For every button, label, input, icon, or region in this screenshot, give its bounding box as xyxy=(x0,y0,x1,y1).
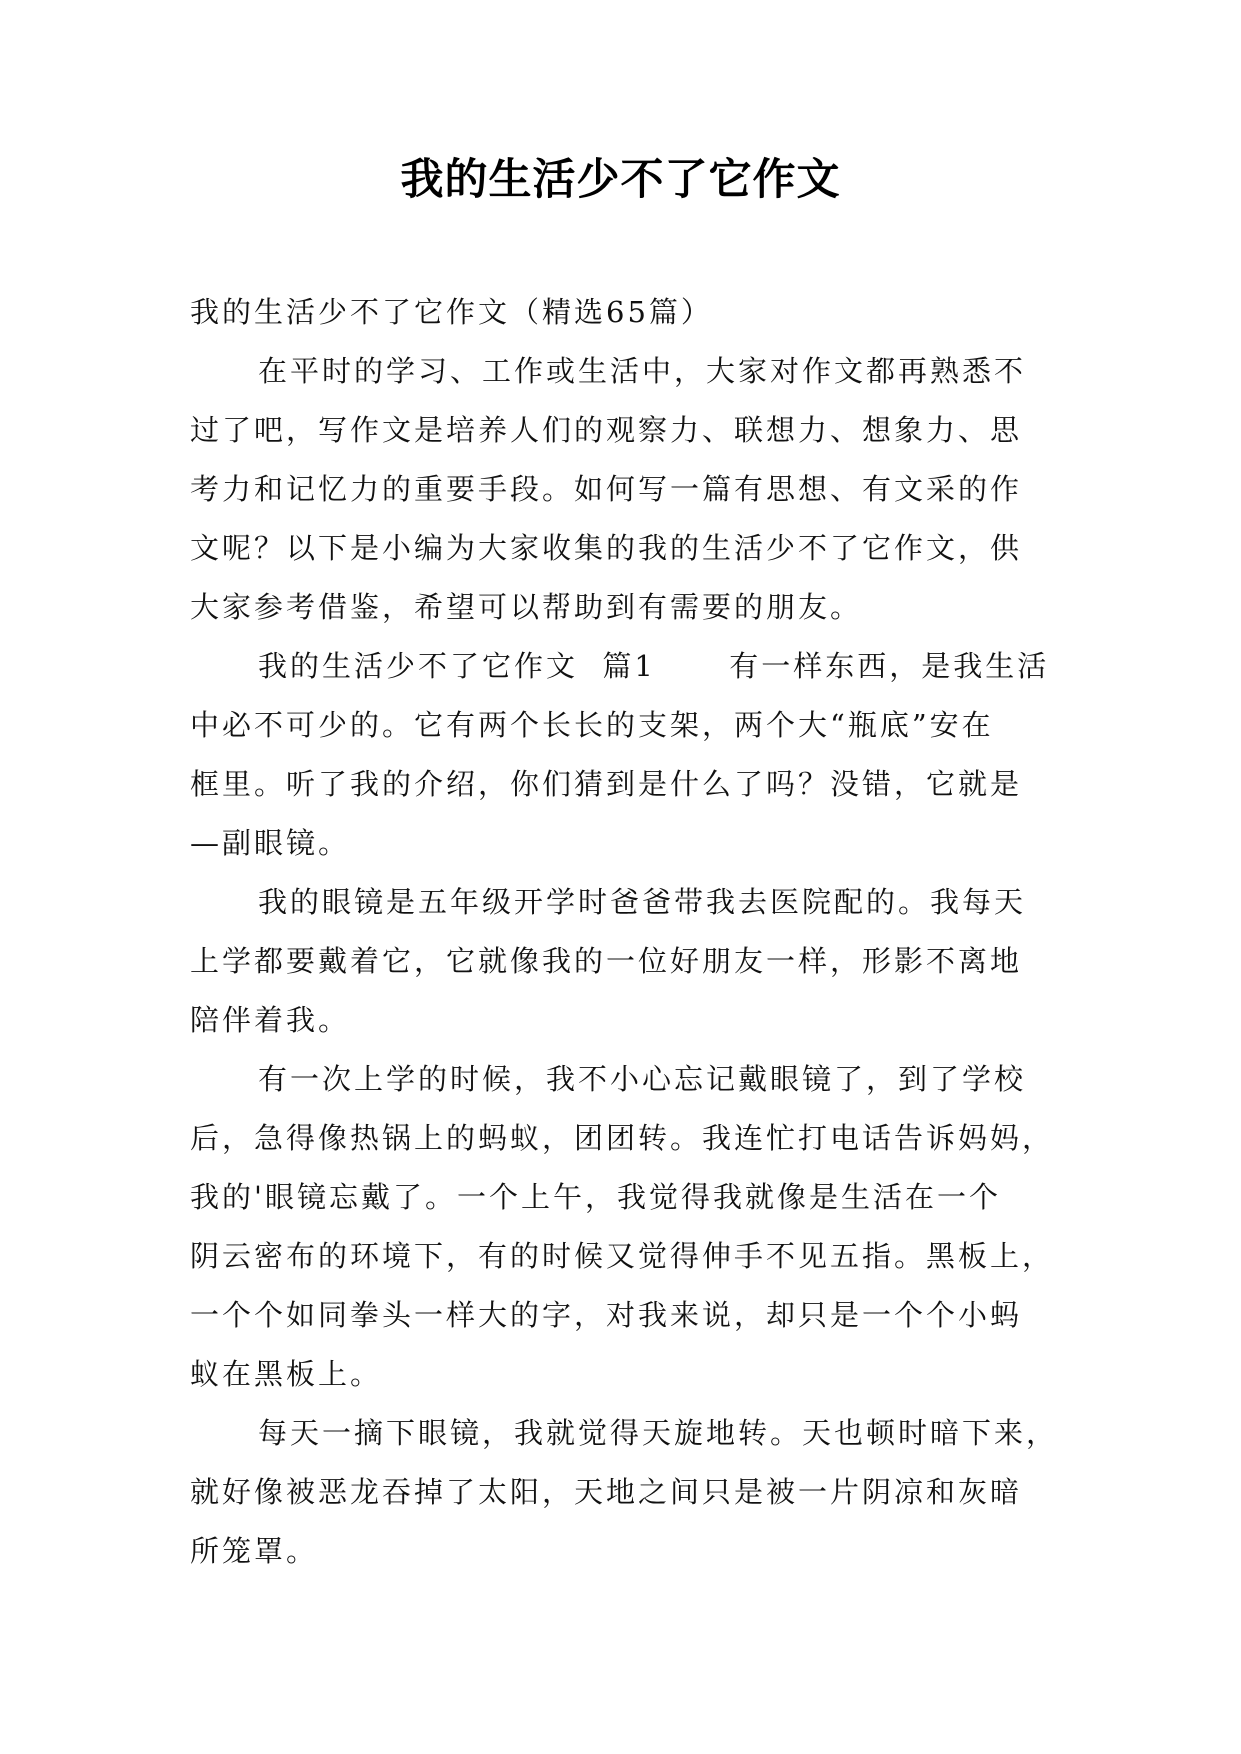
paragraph-3-line-3: 陪伴着我。 xyxy=(190,1003,351,1037)
subtitle-line: 我的生活少不了它作文（精选65篇） xyxy=(190,295,713,329)
paragraph-4-line-1: 有一次上学的时候，我不小心忘记戴眼镜了，到了学校 xyxy=(258,1062,1027,1096)
paragraph-5-line-2: 就好像被恶龙吞掉了太阳，天地之间只是被一片阴凉和灰暗 xyxy=(190,1475,1023,1509)
paragraph-5-line-3: 所笼罩。 xyxy=(190,1534,319,1568)
document-title: 我的生活少不了它作文 xyxy=(400,155,841,205)
paragraph-4-line-3: 我的'眼镜忘戴了。一个上午，我觉得我就像是生活在一个 xyxy=(190,1180,1001,1214)
paragraph-4-line-5: 一个个如同拳头一样大的字，对我来说，却只是一个个小蚂 xyxy=(190,1298,1023,1332)
paragraph-2-line-2: 中必不可少的。它有两个长长的支架，两个大“瓶底”安在 xyxy=(190,708,994,742)
paragraph-4-line-4: 阴云密布的环境下，有的时候又觉得伸手不见五指。黑板上， xyxy=(190,1239,1055,1273)
paragraph-1-line-4: 文呢？以下是小编为大家收集的我的生活少不了它作文，供 xyxy=(190,531,1023,565)
paragraph-2-line-4: —副眼镜。 xyxy=(190,826,351,860)
paragraph-1-line-3: 考力和记忆力的重要手段。如何写一篇有思想、有文采的作 xyxy=(190,472,1023,506)
document-body xyxy=(190,283,1060,1581)
paragraph-2-line-3: 框里。听了我的介绍，你们猜到是什么了吗？没错，它就是 xyxy=(190,767,1023,801)
paragraph-2-line-1: 我的生活少不了它作文 篇1 有一样东西，是我生活 xyxy=(258,649,1050,683)
paragraph-3-line-1: 我的眼镜是五年级开学时爸爸带我去医院配的。我每天 xyxy=(258,885,1027,919)
paragraph-1-line-2: 过了吧，写作文是培养人们的观察力、联想力、想象力、思 xyxy=(190,413,1023,447)
paragraph-1-line-1: 在平时的学习、工作或生活中，大家对作文都再熟悉不 xyxy=(258,354,1027,388)
paragraph-1-line-5: 大家参考借鉴，希望可以帮助到有需要的朋友。 xyxy=(190,590,863,624)
paragraph-4-line-6: 蚁在黑板上。 xyxy=(190,1357,383,1391)
paragraph-4-line-2: 后，急得像热锅上的蚂蚁，团团转。我连忙打电话告诉妈妈， xyxy=(190,1121,1055,1155)
paragraph-5-line-1: 每天一摘下眼镜，我就觉得天旋地转。天也顿时暗下来， xyxy=(258,1416,1059,1450)
paragraph-3-line-2: 上学都要戴着它，它就像我的一位好朋友一样，形影不离地 xyxy=(190,944,1023,978)
